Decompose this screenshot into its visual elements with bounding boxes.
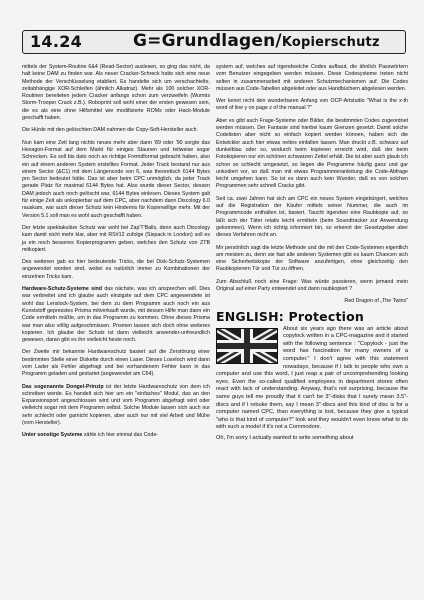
paragraph: Aber es gibt auch Frage-Systeme oder Bilder, die bestimmten Codes zugeordnet werden müssen. Der Fantasie sind hierbei kaum Grenzen gesetzt. Damit solche Codelisten aber nicht so einfach kopiert werden können, haben sich die Entwickler auch hier etwas nettes einfallen lassen. Man druckt z.B. schwarz auf dunkelblau oder so, wodurch beim kopieren erreicht wird, daß der beim Fotokopieren nur ein schönen schwarzen Zettel erhält. Die ist aber auch glaub ich schon so schlecht umgesetzt, so liegen die Programme häufig ganz und gar unkodiert vor, so daß man mit etwas Programmieranleitung die Code-Abfrage leicht umgehen kann. So ist es dann auch kein Wunder, daß es von solchen Programmen sehr schnell Cracks gibt. xyxy=(216,117,408,190)
other-text: zähle ich hier einmal das Code- xyxy=(83,432,159,439)
paragraph: Nun kam eine Zeit lang nichts neues mehr aber dann '89 oder '90 sorgte das Hexagon-Format auf dem Markt für einiges Staunen und teilweise sogar Schrecken. Es soll bis dato noch an richtige Fremdformat gebracht haben, also ein auf einem anderen System erstelltes Format. Jeder Track bestand nur aus einem Sector (&C1) mit dem Längencode von 6, was theoretisch 6144 Bytes pro Sector bedeutet hätte. Das ist aber beim CPC unmöglich, da jeder Track gerade Platz für maximal 6144 Bytes hat. Also wurde dieser Sector, dessen DAM jedoch auch noch gelöscht war, 6144 Bytes einlesen. Dieses System galt für einige Zeit als unkopierbar auf dem CPC, aber nachdem dann Discology 6.0 rauskam, war auch dieser Schutz kein Hindernis für Kopierwillige mehr. Mit der Version 5.1 soll man es wohl auch geschafft haben. xyxy=(22,139,210,219)
english-article xyxy=(216,326,408,432)
dongle-text: ist der letzte Hardwareschutz von dem ich schreiben werde. Es handelt sich hier um ein "einfaches" Modul, das an den Expansionsport angeschlossen wird und vom Programm abgefragt wird oder vielleicht sogar mit dem Programm selbst. Solche Module lassen sich auch nur sehr schlecht oder garnicht kopieren, aber auch nur mit viel Arbeit und Mühe (vom Hersteller). xyxy=(22,383,210,427)
hardware-lead: Hardware-Schutz-Systeme sind xyxy=(22,286,103,293)
paragraph: Des weiteren gab es hier bedeutende Tricks, die bei Disk-Schutz-Systemen angewendet worden sind, wobei es natürlich immer zu Kombinationen der einzelnen Tricks kam. xyxy=(22,259,210,280)
union-jack-flag-icon xyxy=(216,328,278,364)
paragraph xyxy=(22,384,210,428)
paragraph: Der letzte spektakuläre Schutz war wohl bei Zap'T'Balls, denn auch Discology kam damit nicht mehr klar, aber mit RS#12 zufolge (Sixpack in London) soll es ja ein noch besseres Kopierprogramm geben, welches den Schutz von ZTB mitkopiert. xyxy=(22,224,210,253)
paragraph: mittels der System-Routine 6&4 (Read-Sector) auslesen, so ging das nicht, da halt keine DAM zu finden war. Als neuer Cracker-Schreck hatte sich eine neue Methode der Verschlüsselung etabliert. Es handelte sich um verschachtelte, zeitabhängige XOR-Schleifen (ähnlich Alkatraz). Mehr als 100 solcher XOR-Routinen bereiteten jedem Cracker anfangs schon zum verzweifeln (Wurmis Storm-Trooper Crack z.B.). Roboprint soll wohl einer der ersten gewesen sein, die es als eine ohne Hilfsmittel wie modifizierte ROMs oder Hack-Module geschafft haben. xyxy=(22,64,210,122)
paragraph: system auf, welches auf irgendwelche Codes aufbaut, die ähnlich Passwörtern vom Benutzer eingegeben werden müssen. Diese Codesysteme treten nicht selten in zusammenarbeit mit anderen Schutzmechanismen auf. Die Codes müssen aus Code-Tabellen abgeleitet oder aus Handbüchern abgelesen werden. xyxy=(216,64,408,92)
english-heading: ENGLISH: Protection xyxy=(216,308,365,324)
page-header xyxy=(22,30,406,54)
hardware-text: das nächste, was ich ansprechen will. Dies war verbreitet und ich glaube auch einzigste auf dem CPC angewendete ist wohl das Lenslock-System, bei dem zu dem Programm auch noch ein aus Kunststoff gepresstes Prisma mitverkauft wurde, mit dessen Hilfe man dann ein Code ermitteln müßte, um in das Programm zu kommen. Ohne dieses Prisma war man also völlig aufgeschmissen. Prismen lassen sich doch ohne weiteres kopieren. Ich glaube der Schutz ist dann vielleicht anwender-unfreundlich gewesen, daran gibt es ihn vielleicht heute noch. xyxy=(22,286,210,344)
left-column xyxy=(22,64,210,445)
title-main: G=Grundlagen/ xyxy=(133,31,282,51)
dongle-lead: Das sogenannte Dongel-Prinzip xyxy=(22,383,104,390)
title-subtitle: Kopierschutz xyxy=(281,35,380,50)
english-intro-text: About six years ago there was an article about copylock written in a CPC-magazine and it started with the following sentence : "Copylock - just the word has fascination for many owners of a computer." I don't agree with this statement nowadays, because if I talk to people who own a computer and use this word, I just reap a pair of uncomprehending looking eyes. Even the so-called qualified employees in department stores often react with lack of understanding. Anyway, that's not surprising, because the same guys tell me proudly that it can't be 3"-disks that I surely mean 3.5"-discs and if I rebuke them, say I mean 3"-discs and this kind of disc is for a computer named CPC, than everything is lost, because they give a typical "who is that kind of computer?" look and they wouldn't even know what to do with such a model if it's not a Commodore. xyxy=(216,325,408,431)
paragraph: Mir persönlich sagt die letzte Methode und die mit den Code-Systemen eigentlich am meisten zu, denn sie fast alle anderen Systemen gibt es kaum Chancen sich eine Sicherheitskopie der Software anzufertigen, ohne gleichzeitig den Raubkopierern Tür und Tür zu öffnen. xyxy=(216,244,408,273)
right-column xyxy=(216,64,408,443)
paragraph: Der Zweite mir bekannte Hardwareschutz basiert auf die Zerstörung einer bestimmten Stelle einer Diskette durch einen Laser. Dieses Loseloch wird dann vom Lader als Fehler abgefragt und bei vorhandenem Fehler kann in das Programm geladen und gestartet (angewendet am C64). xyxy=(22,349,210,378)
english-footer: Oh, I'm sorry I actually wanted to write something about xyxy=(216,434,354,441)
page-number: 14.24 xyxy=(30,32,83,51)
paragraph xyxy=(22,432,210,439)
paragraph: Die Hürde mit den gelöschten DAM nahmen die Copy-Soft-Hersteller auch. xyxy=(22,127,199,134)
paragraph xyxy=(22,286,210,344)
author-signature: Red Dragon of „The Twins" xyxy=(344,298,408,305)
paragraph: Wer kennt nicht den wunderbaren Anfang von OCP-Artstudio "What is the x-th word of line y on page z of the manual ?" xyxy=(216,98,408,112)
page-title xyxy=(133,31,380,51)
other-lead: Unter sonstige Systeme xyxy=(22,432,83,439)
paragraph: Seit ca. zwei Jahren hat sich am CPC ein neues System eingebürgert, welches auf die Registration der Käufer mittels seiner Nummer, die auch im Programmcode enthalten ist, basiert. Taucht irgendwo eine Raubkopie auf, so läßt sich der Täter relativ leicht ermitteln (beim Soundtracker zur Anwendung gekommen). Wenn ich richtig informiert bin, so erkennt der Gesetzgeber aber dieses Verfahren nicht an. xyxy=(216,195,408,239)
paragraph: Zum Abschluß noch eine Frage: Was würde passieren, wenn jemand mein Original auf einer Party entwendet und dann raubkopiert ? xyxy=(216,278,408,293)
